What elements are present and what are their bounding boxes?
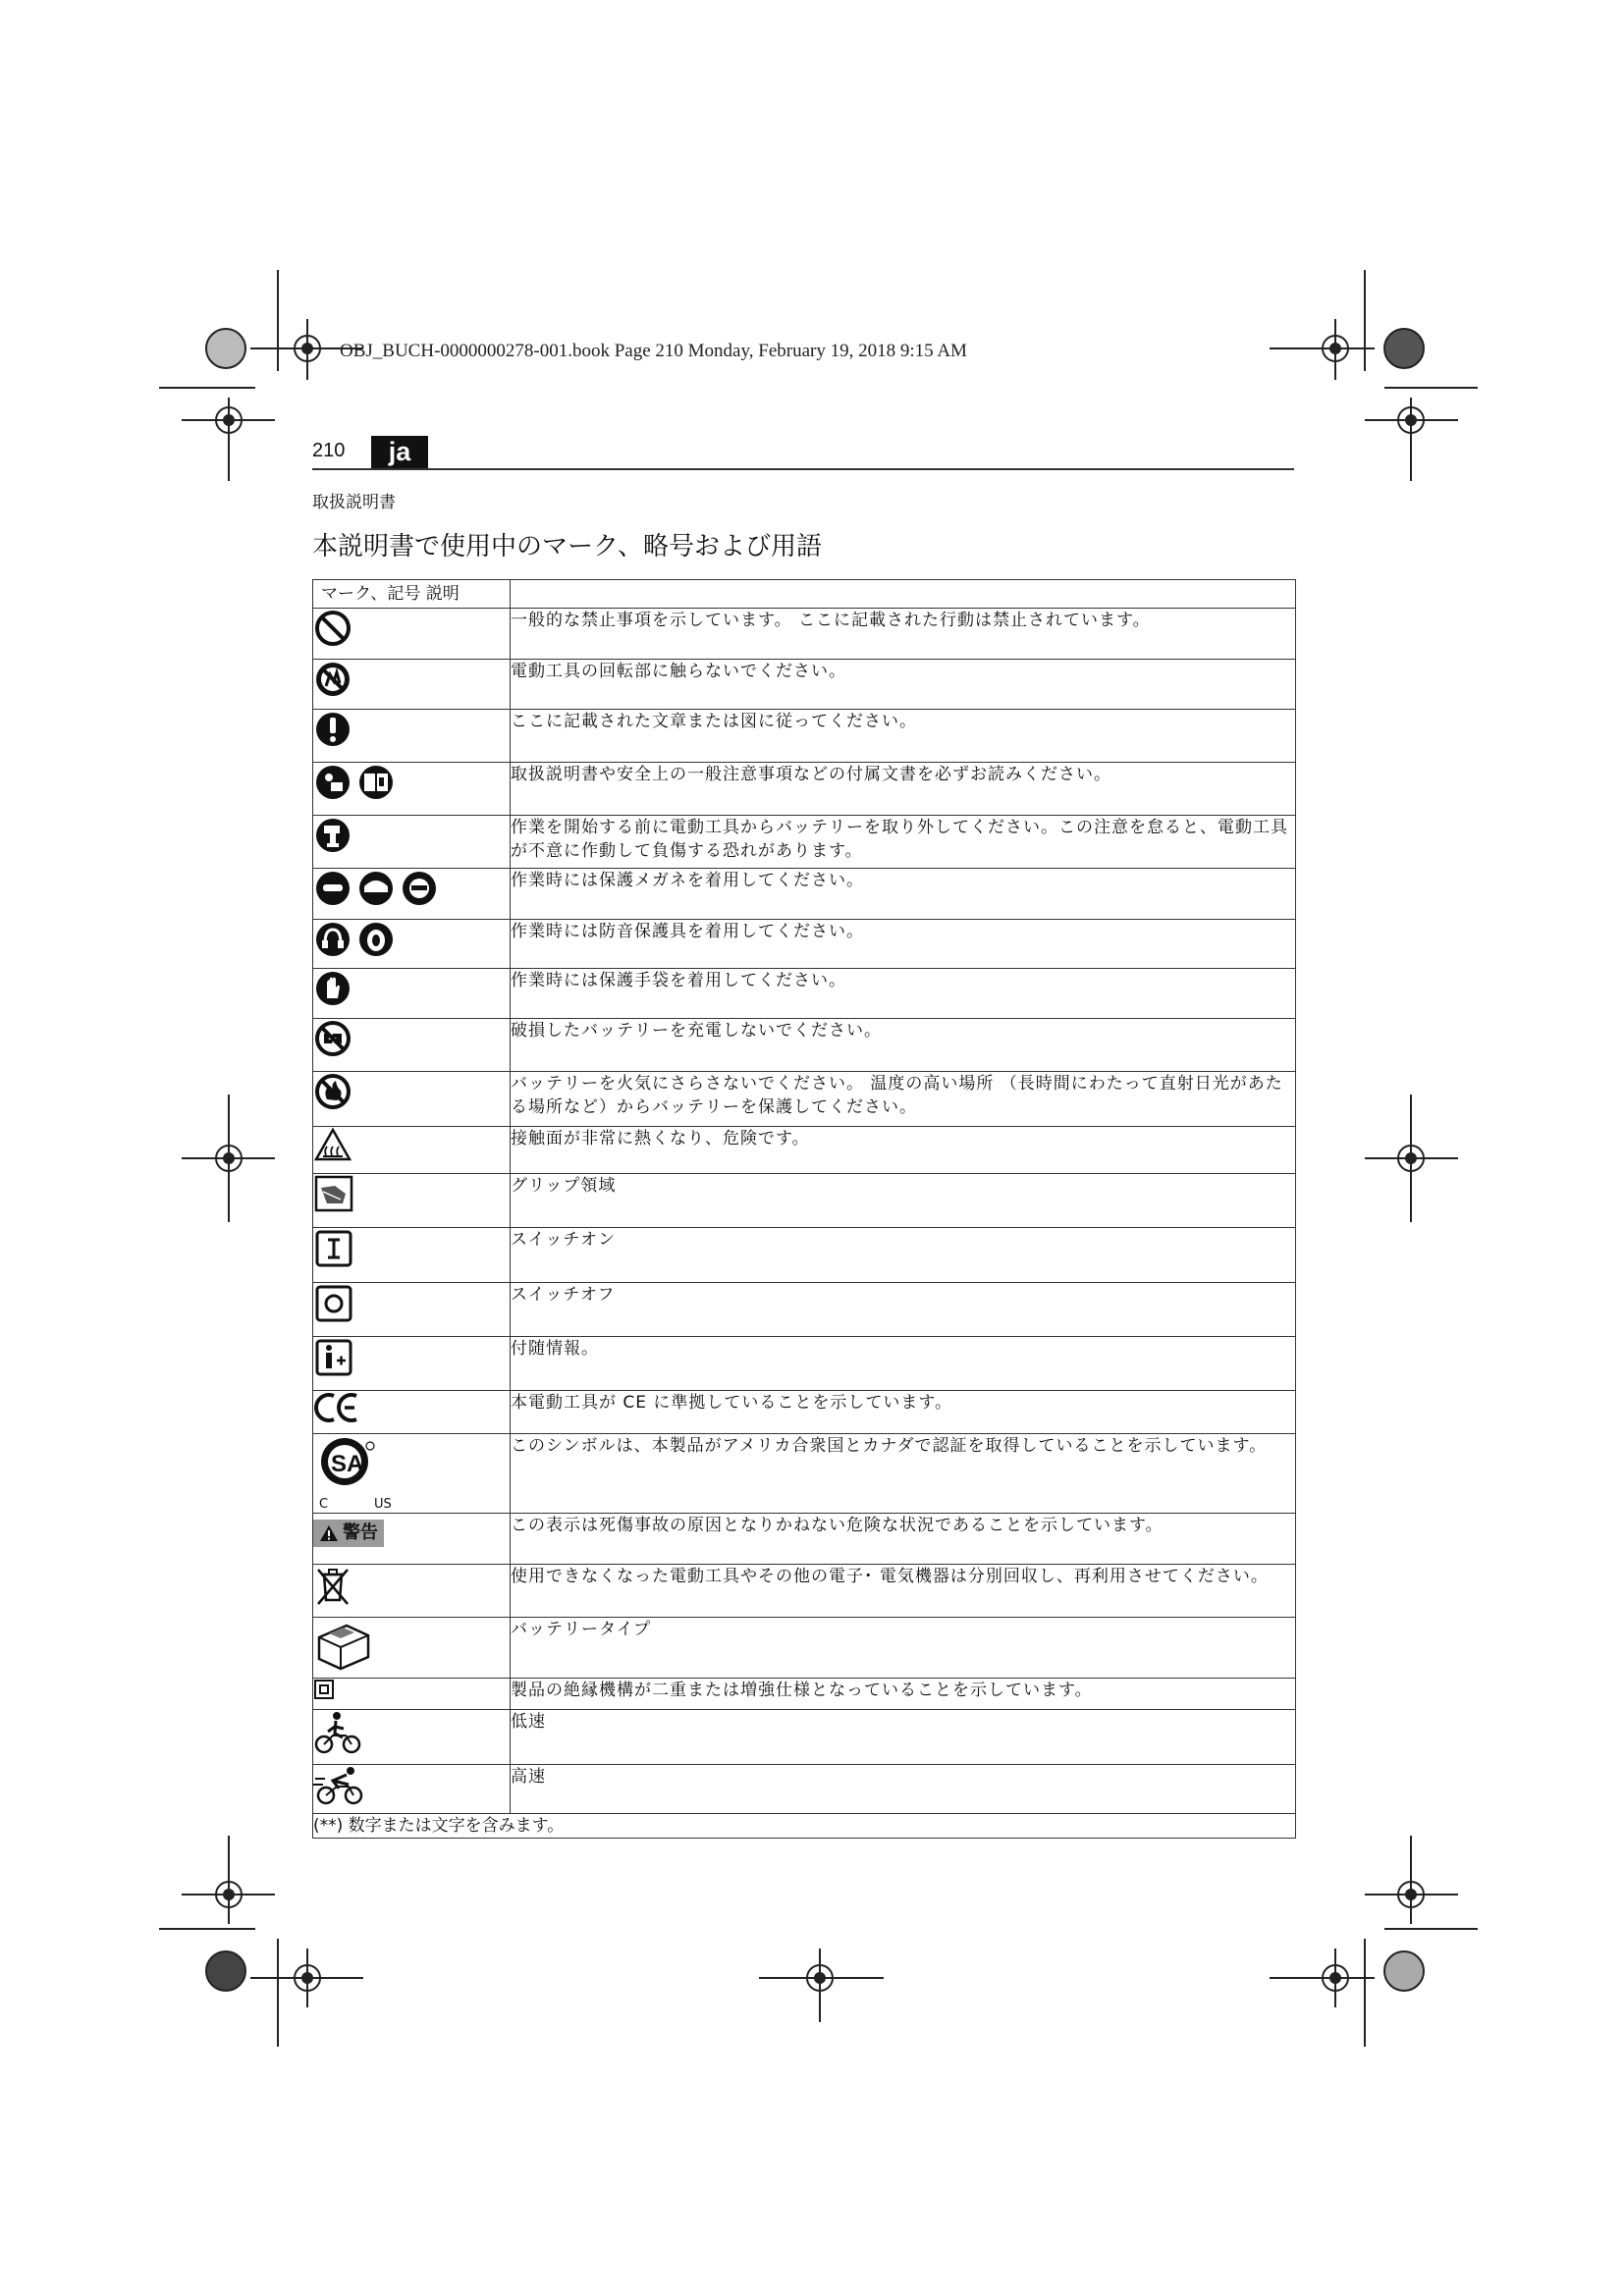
table-row (313, 660, 1296, 710)
table-row (313, 1434, 1296, 1514)
table-row (313, 816, 1296, 869)
book-file-info: OBJ_BUCH-0000000278-001.book Page 210 Monday, February 19, 2018 9:15 AM (340, 341, 967, 361)
weee-bin-icon (313, 1565, 352, 1608)
symbol-cell (313, 1434, 511, 1514)
table-row (313, 1019, 1296, 1072)
description-cell: スイッチオフ (511, 1283, 1296, 1337)
description-cell: バッテリーを火気にさらさないでください。 温度の高い場所 （長時間にわたって直射日光があたる場所など）からバッテリーを保護してください。 (511, 1072, 1296, 1127)
table-row (313, 1391, 1296, 1434)
page-title: 本説明書で使用中のマーク、略号および用語 (312, 532, 822, 561)
symbols-table (312, 579, 1296, 1839)
description-cell: ここに記載された文章または図に従ってください。 (511, 710, 1296, 763)
description-cell: 作業時には防音保護具を着用してください。 (511, 920, 1296, 969)
symbol-cell (313, 1514, 511, 1565)
description-cell: バッテリータイプ (511, 1618, 1296, 1679)
table-row (313, 763, 1296, 816)
table-row (313, 1283, 1296, 1337)
table-row (313, 1765, 1296, 1814)
csa-country-left: C (319, 1497, 329, 1512)
page-number: 210 (312, 440, 346, 461)
symbol-cell (313, 1337, 511, 1391)
symbol-cell (313, 1283, 511, 1337)
ear-protection-icon (313, 920, 400, 959)
table-row (313, 1679, 1296, 1710)
ce-mark-icon (313, 1391, 360, 1424)
table-row (313, 1228, 1296, 1283)
switch-on-icon (313, 1228, 354, 1269)
symbol-cell (313, 816, 511, 869)
symbol-cell (313, 609, 511, 660)
description-cell: 電動工具の回転部に触らないでください。 (511, 660, 1296, 710)
info-icon (313, 1337, 354, 1378)
language-badge: ja (371, 436, 428, 468)
description-column-header: 説明 (425, 584, 460, 604)
description-cell: この表示は死傷事故の原因となりかねない危険な状況であることを示しています。 (511, 1514, 1296, 1565)
description-cell: 製品の絶縁機構が二重または増強仕様となっていることを示しています。 (511, 1679, 1296, 1710)
prohibition-icon (313, 609, 352, 648)
registration-target-icon (1384, 329, 1424, 368)
symbol-cell (313, 1565, 511, 1618)
symbol-cell (313, 1019, 511, 1072)
warning-triangle-icon (319, 1524, 339, 1542)
high-speed-icon (313, 1765, 366, 1806)
eye-protection-icon (313, 869, 443, 908)
do-not-touch-rotating-parts-icon (313, 660, 352, 699)
table-row (313, 1174, 1296, 1228)
description-cell: 取扱説明書や安全上の一般注意事項などの付属文書を必ずお読みください。 (511, 763, 1296, 816)
csa-country-right: US (374, 1497, 392, 1512)
description-cell: このシンボルは、本製品がアメリカ合衆国とカナダで認証を取得していることを示しています。 (511, 1434, 1296, 1514)
hot-surface-icon (313, 1127, 352, 1162)
description-cell: スイッチオン (511, 1228, 1296, 1283)
description-cell: 高速 (511, 1765, 1296, 1814)
gloves-icon (313, 969, 352, 1008)
table-header-row (313, 580, 1296, 609)
keep-battery-from-fire-icon (313, 1072, 352, 1111)
description-cell: 付随情報。 (511, 1337, 1296, 1391)
csa-mark-icon (313, 1434, 382, 1489)
symbol-cell (313, 920, 511, 969)
svg-text:SA: SA (331, 1451, 364, 1477)
symbol-cell (313, 1391, 511, 1434)
switch-off-icon (313, 1283, 354, 1324)
registration-target-icon (1384, 1951, 1424, 1991)
table-row (313, 1337, 1296, 1391)
symbol-cell (313, 1710, 511, 1765)
symbol-cell (313, 660, 511, 710)
symbol-cell (313, 1174, 511, 1228)
symbol-cell (313, 1765, 511, 1814)
table-footnote-row (313, 1814, 1296, 1839)
exclamation-icon (313, 710, 352, 749)
symbol-column-header: マーク、記号 (321, 584, 421, 604)
description-cell: 低速 (511, 1710, 1296, 1765)
table-row (313, 1710, 1296, 1765)
description-cell: グリップ領域 (511, 1174, 1296, 1228)
registration-target-icon (206, 329, 245, 368)
table-row (313, 869, 1296, 920)
registration-target-icon (206, 1951, 245, 1991)
symbol-cell (313, 969, 511, 1019)
symbol-cell (313, 1127, 511, 1174)
symbol-cell (313, 1679, 511, 1710)
table-row (313, 609, 1296, 660)
table-header-cell (511, 580, 1296, 609)
table-row (313, 969, 1296, 1019)
remove-battery-icon (313, 816, 352, 855)
table-row (313, 920, 1296, 969)
table-row (313, 710, 1296, 763)
section-label: 取扱説明書 (312, 493, 396, 512)
table-row (313, 1565, 1296, 1618)
header-rule (312, 468, 1294, 470)
grip-area-icon (313, 1174, 354, 1213)
double-insulation-icon (313, 1679, 335, 1700)
description-cell: 作業を開始する前に電動工具からバッテリーを取り外してください。この注意を怠ると、電動工具が不意に作動して負傷する恐れがあります。 (511, 816, 1296, 869)
description-cell: 使用できなくなった電動工具やその他の電子･ 電気機器は分別回収し、再利用させてください。 (511, 1565, 1296, 1618)
symbol-cell (313, 710, 511, 763)
description-cell: 一般的な禁止事項を示しています。 ここに記載された行動は禁止されています。 (511, 609, 1296, 660)
description-cell: 作業時には保護メガネを着用してください。 (511, 869, 1296, 920)
symbol-cell (313, 1618, 511, 1679)
no-charging-damaged-battery-icon (313, 1019, 352, 1058)
read-manual-icon (313, 763, 400, 802)
symbol-cell (313, 1228, 511, 1283)
symbol-cell (313, 869, 511, 920)
warning-label-text: 警告 (343, 1522, 378, 1543)
description-cell: 作業時には保護手袋を着用してください。 (511, 969, 1296, 1019)
symbol-cell (313, 763, 511, 816)
battery-type-icon (313, 1618, 372, 1673)
table-header-cell (313, 580, 511, 609)
description-cell: 接触面が非常に熱くなり、危険です。 (511, 1127, 1296, 1174)
symbol-cell (313, 1072, 511, 1127)
description-cell: 破損したバッテリーを充電しないでください。 (511, 1019, 1296, 1072)
low-speed-icon (313, 1710, 362, 1755)
description-cell: 本電動工具が CE に準拠していることを示しています。 (511, 1391, 1296, 1434)
table-row (313, 1072, 1296, 1127)
table-row (313, 1514, 1296, 1565)
warning-label-icon (313, 1520, 384, 1547)
table-row (313, 1127, 1296, 1174)
table-footnote: (**) 数字または文字を含みます。 (313, 1814, 1296, 1839)
table-row (313, 1618, 1296, 1679)
